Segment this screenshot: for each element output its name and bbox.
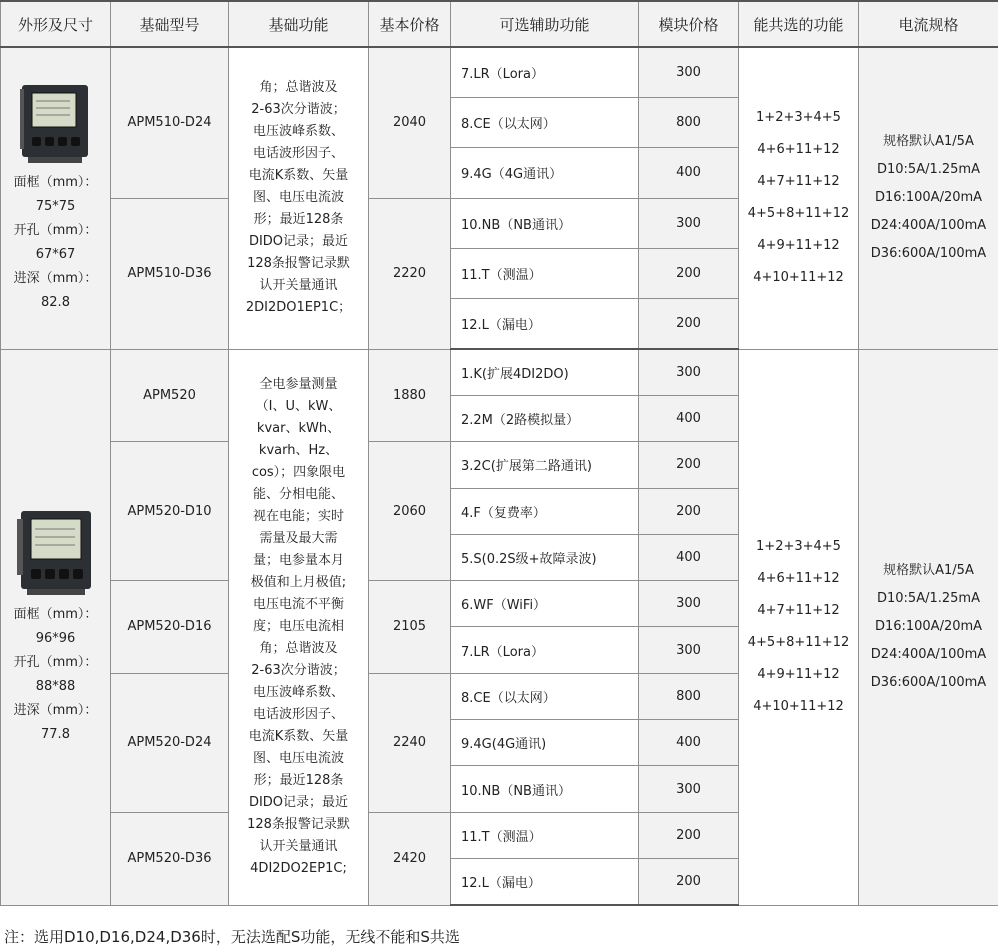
function-line: kvarh、Hz、: [258, 443, 339, 459]
spec-line: 规格默认A1/5A: [883, 134, 974, 150]
option-cell: 9.4G（4G通讯）: [451, 148, 639, 198]
base-price-cell: 2220: [369, 198, 451, 349]
function-line: 角；总谐波及: [259, 641, 338, 657]
header-model: 基础型号: [111, 1, 229, 47]
base-price-cell: 2060: [369, 442, 451, 581]
module-price-cell: 200: [639, 442, 739, 488]
option-cell: 6.WF（WiFi）: [451, 581, 639, 627]
function-line: 电话波形因子、: [252, 707, 344, 723]
option-cell: 7.LR（Lora）: [451, 47, 639, 97]
option-cell: 5.S(0.2S级+故障录波): [451, 534, 639, 580]
module-price-cell: 300: [639, 198, 739, 248]
dimension-line: 88*88: [35, 679, 76, 695]
module-price-cell: 200: [639, 248, 739, 298]
spec-line: D24:400A/100mA: [870, 218, 987, 234]
dimension-line: 75*75: [35, 199, 76, 215]
spec-line: D10:5A/1.25mA: [877, 591, 980, 607]
current-spec-cell: [859, 47, 998, 349]
function-line: 认开关量通讯: [259, 278, 338, 294]
option-cell: 9.4G(4G通讯): [451, 720, 639, 766]
module-price-cell: 300: [639, 627, 739, 673]
module-price-cell: 400: [639, 395, 739, 441]
function-line: 极值和上月极值;: [250, 575, 347, 591]
module-price-cell: 300: [639, 47, 739, 97]
function-line: 能、分相电能、: [252, 487, 344, 503]
function-line: 电流K系数、矢量: [248, 729, 349, 745]
option-cell: 8.CE（以太网）: [451, 673, 639, 719]
function-line: kvar、kWh、: [256, 421, 341, 437]
module-price-cell: 200: [639, 812, 739, 858]
header-row: [1, 1, 998, 47]
option-cell: 10.NB（NB通讯）: [451, 198, 639, 248]
model-cell: APM510-D24: [111, 47, 229, 198]
dimension-line: 开孔（mm）：: [13, 655, 98, 671]
base-price-cell: 2240: [369, 673, 451, 812]
function-line: 认开关量通讯: [259, 839, 338, 855]
combo-line: 1+2+3+4+5: [756, 110, 841, 126]
option-cell: 11.T（测温）: [451, 248, 639, 298]
function-line: DIDO记录；最近: [248, 795, 349, 811]
base-price-cell: 2040: [369, 47, 451, 198]
meter-device-icon: [15, 507, 97, 599]
module-price-cell: 400: [639, 534, 739, 580]
function-cell: [229, 47, 369, 349]
model-cell: APM520-D36: [111, 812, 229, 905]
function-line: 视在电能；实时: [252, 509, 344, 525]
combo-line: 1+2+3+4+5: [756, 539, 841, 555]
module-price-cell: 800: [639, 97, 739, 147]
function-line: （I、U、kW、: [255, 399, 342, 415]
base-price-cell: 2105: [369, 581, 451, 674]
module-price-cell: 300: [639, 349, 739, 395]
header-module-price: 模块价格: [639, 1, 739, 47]
dimension-line: 进深（mm）：: [13, 703, 98, 719]
function-line: 128条报警记录默: [247, 817, 350, 833]
dimension-line: 面框（mm）：: [13, 175, 98, 191]
function-line: 电流K系数、矢量: [248, 168, 349, 184]
function-line: 需量及最大需: [259, 531, 338, 547]
combos-cell: [739, 349, 859, 905]
header-dimensions: 外形及尺寸: [1, 1, 111, 47]
function-line: 电压波峰系数、: [252, 685, 344, 701]
model-cell: APM520: [111, 349, 229, 442]
spec-line: D36:600A/100mA: [870, 246, 987, 262]
combo-line: 4+7+11+12: [757, 174, 840, 190]
dimension-line: 67*67: [35, 247, 76, 263]
dimension-line: 96*96: [35, 631, 76, 647]
option-cell: 10.NB（NB通讯）: [451, 766, 639, 812]
function-line: 形；最近128条: [253, 773, 344, 789]
spec-line: D16:100A/20mA: [874, 619, 983, 635]
function-line: 形；最近128条: [253, 212, 344, 228]
option-cell: 1.K(扩展4DI2DO): [451, 349, 639, 395]
spec-line: 规格默认A1/5A: [883, 563, 974, 579]
function-line: cos）；四象限电: [251, 465, 346, 481]
function-line: DIDO记录；最近: [248, 234, 349, 250]
function-line: 角；总谐波及: [259, 80, 338, 96]
dimensions-cell: [1, 349, 111, 905]
function-line: 度；电压电流相: [252, 619, 344, 635]
function-cell: [229, 349, 369, 905]
function-line: 2DI2DO1EP1C；: [245, 300, 352, 316]
combo-line: 4+5+8+11+12: [747, 206, 850, 222]
base-price-cell: 2420: [369, 812, 451, 905]
combo-line: 4+5+8+11+12: [747, 635, 850, 651]
option-cell: 3.2C(扩展第二路通讯): [451, 442, 639, 488]
combo-line: 4+9+11+12: [757, 667, 840, 683]
header-options: 可选辅助功能: [451, 1, 639, 47]
function-line: 4DI2DO2EP1C;: [250, 861, 347, 877]
dimension-line: 77.8: [41, 727, 70, 743]
meter-device-icon: [18, 81, 94, 167]
function-line: 量；电参量本月: [252, 553, 344, 569]
combo-line: 4+6+11+12: [757, 571, 840, 587]
option-cell: 4.F（复费率）: [451, 488, 639, 534]
dimension-line: 进深（mm）：: [13, 271, 98, 287]
module-price-cell: 400: [639, 720, 739, 766]
current-spec-cell: [859, 349, 998, 905]
module-price-cell: 800: [639, 673, 739, 719]
module-price-cell: 300: [639, 766, 739, 812]
dimension-line: 面框（mm）：: [13, 607, 98, 623]
module-price-cell: 400: [639, 148, 739, 198]
model-cell: APM520-D10: [111, 442, 229, 581]
combo-line: 4+7+11+12: [757, 603, 840, 619]
spec-line: D36:600A/100mA: [870, 675, 987, 691]
dimension-line: 开孔（mm）：: [13, 223, 98, 239]
function-line: 图、电压电流波: [252, 751, 344, 767]
function-line: 全电参量测量: [259, 377, 338, 393]
spec-line: D16:100A/20mA: [874, 190, 983, 206]
module-price-cell: 300: [639, 581, 739, 627]
option-cell: 7.LR（Lora）: [451, 627, 639, 673]
function-line: 2-63次分谐波；: [251, 102, 346, 118]
module-price-cell: 200: [639, 859, 739, 906]
model-cell: APM520-D16: [111, 581, 229, 674]
combo-line: 4+9+11+12: [757, 238, 840, 254]
base-price-cell: 1880: [369, 349, 451, 442]
header-current-spec: 电流规格: [859, 1, 998, 47]
footnote: 注：选用D10,D16,D24,D36时，无法选配S功能，无线不能和S共选: [4, 928, 460, 946]
function-line: 128条报警记录默: [247, 256, 350, 272]
combo-line: 4+10+11+12: [753, 270, 844, 286]
option-cell: 8.CE（以太网）: [451, 97, 639, 147]
header-function: 基础功能: [229, 1, 369, 47]
header-base-price: 基本价格: [369, 1, 451, 47]
spec-line: D24:400A/100mA: [870, 647, 987, 663]
function-line: 电话波形因子、: [252, 146, 344, 162]
combos-cell: [739, 47, 859, 349]
model-cell: APM510-D36: [111, 198, 229, 349]
dimension-line: 82.8: [41, 295, 70, 311]
header-combos: 能共选的功能: [739, 1, 859, 47]
option-cell: 12.L（漏电）: [451, 299, 639, 349]
spec-line: D10:5A/1.25mA: [877, 162, 980, 178]
option-cell: 2.2M（2路模拟量）: [451, 395, 639, 441]
function-line: 电压波峰系数、: [252, 124, 344, 140]
combo-line: 4+10+11+12: [753, 699, 844, 715]
function-line: 图、电压电流波: [252, 190, 344, 206]
combo-line: 4+6+11+12: [757, 142, 840, 158]
module-price-cell: 200: [639, 299, 739, 349]
dimensions-cell: [1, 47, 111, 349]
model-cell: APM520-D24: [111, 673, 229, 812]
function-line: 2-63次分谐波；: [251, 663, 346, 679]
option-cell: 12.L（漏电）: [451, 859, 639, 906]
option-cell: 11.T（测温）: [451, 812, 639, 858]
function-line: 电压电流不平衡: [252, 597, 344, 613]
module-price-cell: 200: [639, 488, 739, 534]
